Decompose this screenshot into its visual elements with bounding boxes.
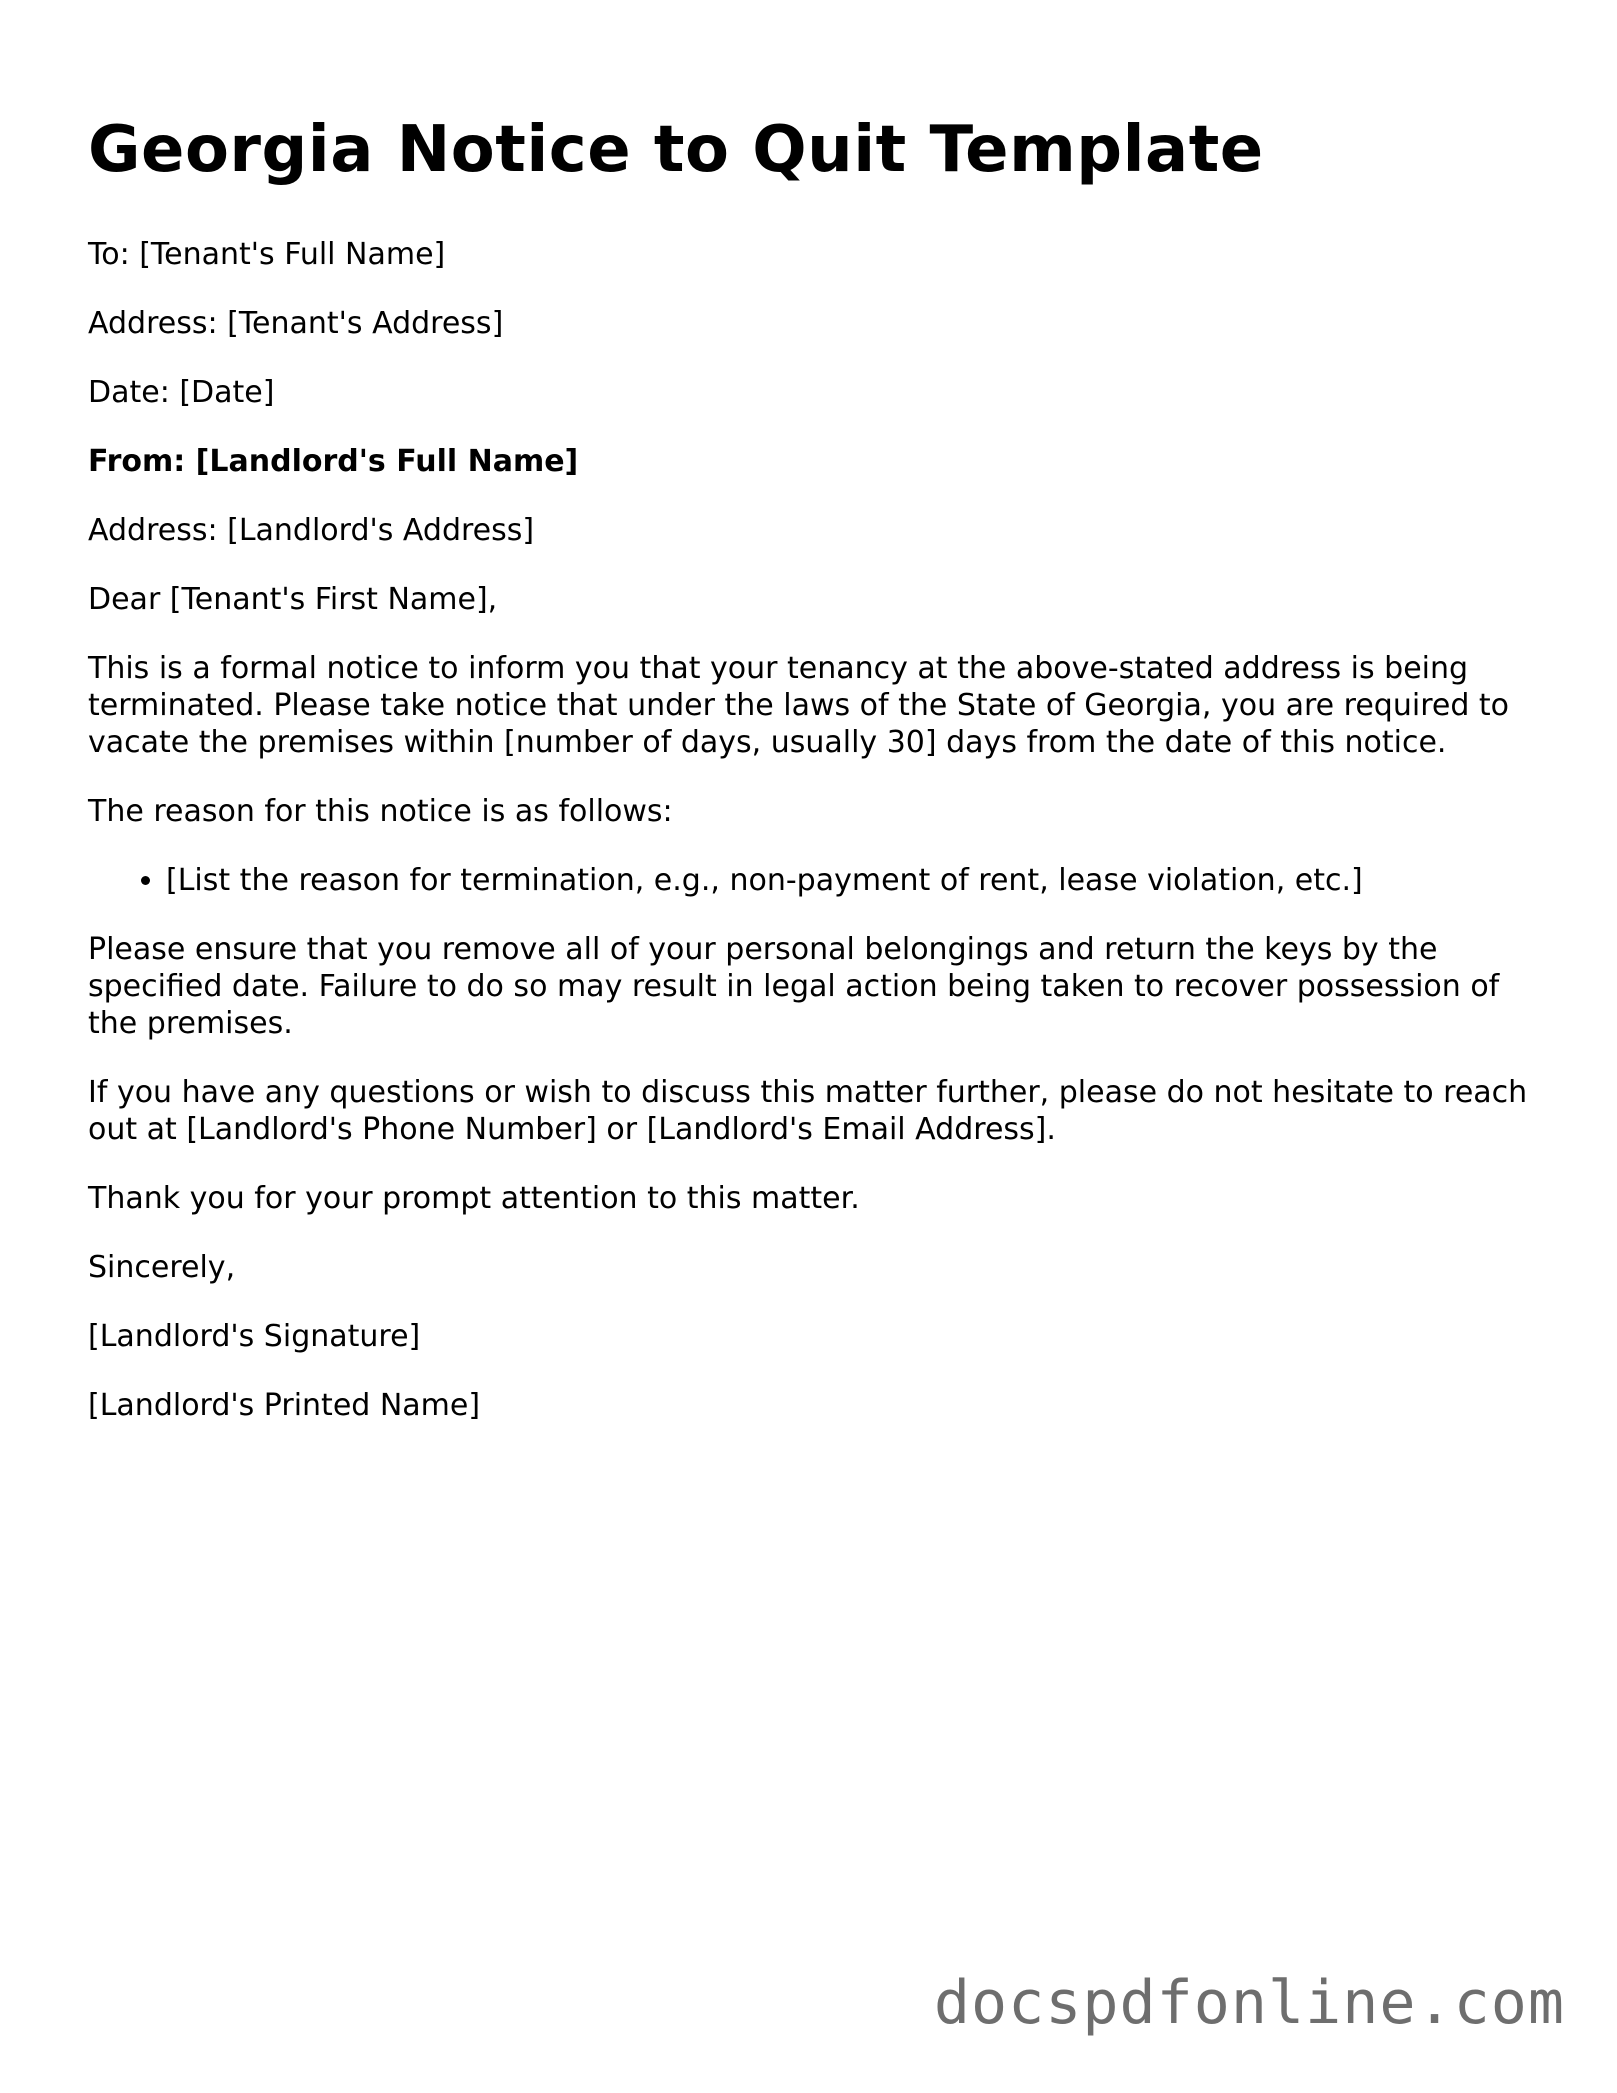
watermark-text: docspdfonline.com: [933, 1968, 1565, 2038]
landlord-address-line: Address: [Landlord's Address]: [88, 513, 535, 548]
reason-intro: The reason for this notice is as follows:: [88, 794, 673, 829]
sender-line: From: [Landlord's Full Name]: [88, 444, 579, 479]
reason-list: [88, 862, 1528, 899]
contact-paragraph: If you have any questions or wish to discuss this matter further, please do not hesitate to reach out at [Landlord's Phone Number] or [Landlord's Email Address].: [88, 1075, 1528, 1147]
thanks-line: Thank you for your prompt attention to this matter.: [88, 1181, 860, 1216]
belongings-paragraph: Please ensure that you remove all of your personal belongings and return the keys by the specified date. Failure to do so may result in legal action being taken to recover possession of the premises.: [88, 932, 1500, 1041]
signature-line: [Landlord's Signature]: [88, 1319, 421, 1354]
document-title: Georgia Notice to Quit Template: [88, 113, 1264, 187]
closing-line: Sincerely,: [88, 1250, 236, 1285]
notice-paragraph: This is a formal notice to inform you that your tenancy at the above-stated address is being terminated. Please take notice that under the laws of the State of Georgia, you are required to vacate the premises within [number of days, usually 30] days from the date of this notice.: [88, 651, 1510, 760]
reason-list-item: • [List the reason for termination, e.g., non-payment of rent, lease violation, etc.]: [166, 862, 1528, 899]
document-page: [88, 108, 1528, 1456]
date-line: Date: [Date]: [88, 375, 275, 410]
printed-name-line: [Landlord's Printed Name]: [88, 1388, 481, 1423]
salutation: Dear [Tenant's First Name],: [88, 582, 498, 617]
recipient-line: To: [Tenant's Full Name]: [88, 237, 446, 272]
tenant-address-line: Address: [Tenant's Address]: [88, 306, 504, 341]
